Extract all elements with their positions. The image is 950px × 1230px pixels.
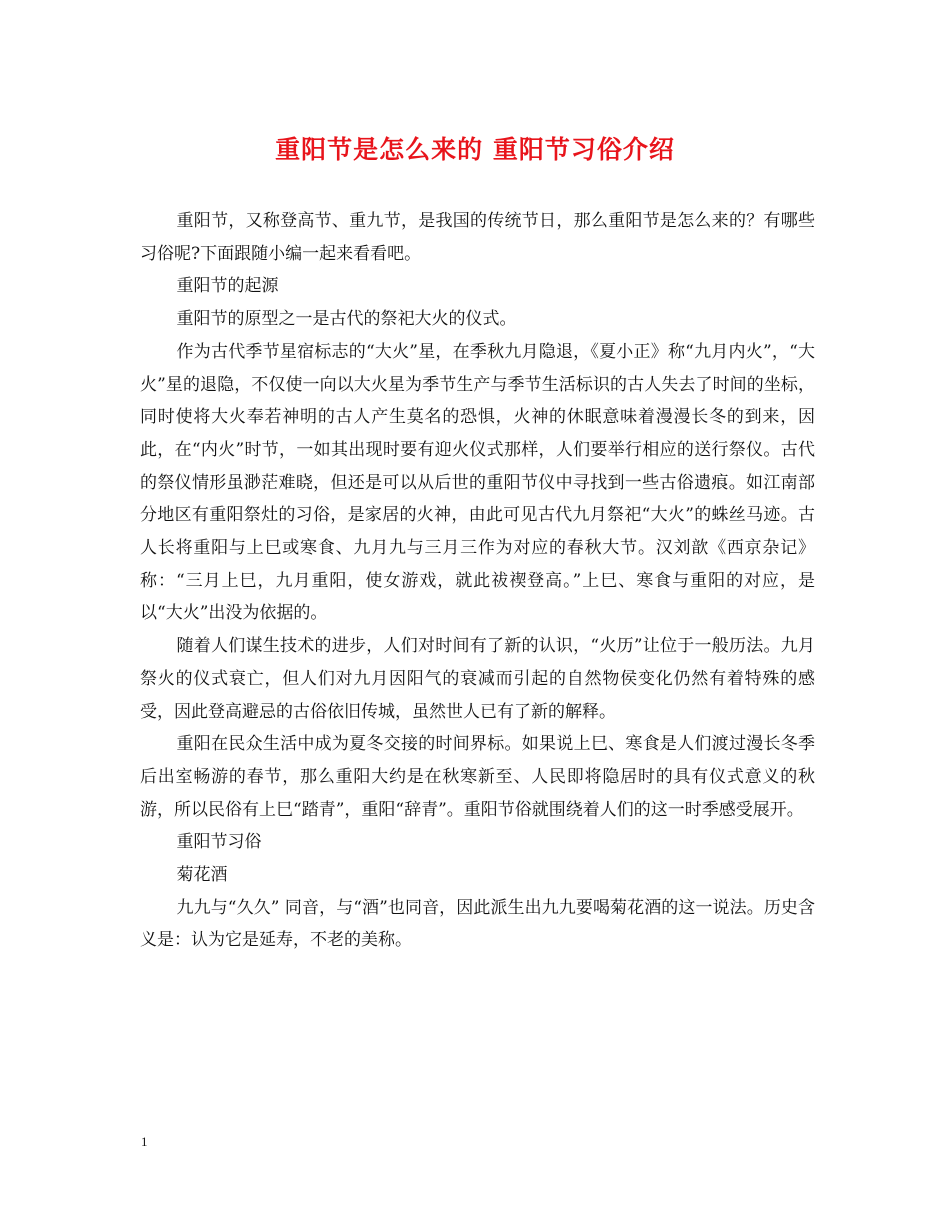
subheading-chrysanthemum-wine: 菊花酒 (176, 865, 228, 886)
paragraph: 九九与“久久” 同音，与“酒”也同音，因此派生出九九要喝菊花酒的这一说法。历史含义是：认为它是延寿，不老的美称。 (140, 897, 815, 951)
document-body (140, 205, 815, 957)
document-title: 重阳节是怎么来的 重阳节习俗介绍 (275, 135, 675, 164)
paragraph: 随着人们谋生技术的进步，人们对时间有了新的认识，“火历”让位于一般历法。九月祭火的仪式衰亡，但人们对九月因阳气的衰减而引起的自然物侯变化仍然有着特殊的感受，因此登高避忌的古俗依旧传城，虽然世人已有了新的解释。 (140, 636, 815, 722)
page-number: 1 (141, 1134, 148, 1149)
intro-paragraph: 重阳节，又称登高节、重九节，是我国的传统节日，那么重阳节是怎么来的？有哪些习俗呢?下面跟随小编一起来看看吧。 (140, 211, 815, 264)
paragraph: 重阳在民众生活中成为夏冬交接的时间界标。如果说上巳、寒食是人们渡过漫长冬季后出室畅游的春节，那么重阳大约是在秋寒新至、人民即将隐居时的具有仪式意义的秋游，所以民俗有上巳“踏青”，重阳“辞青”。重阳节俗就围绕着人们的这一时季感受展开。 (140, 734, 815, 820)
paragraph: 重阳节的原型之一是古代的祭祀大火的仪式。 (176, 309, 517, 330)
paragraph: 作为古代季节星宿标志的“大火”星，在季秋九月隐退，《夏小正》称“九月内火”，“大火”星的退隐，不仅使一向以大火星为季节生产与季节生活标识的古人失去了时间的坐标，同时使将大火奉若神明的古人产生莫名的恐惧，火神的休眠意味着漫漫长冬的到来，因此，在“内火”时节，一如其出现时要有迎火仪式那样，人们要举行相应的送行祭仪。古代的祭仪情形虽渺茫难晓，但还是可以从后世的重阳节仪中寻找到一些古俗遗痕。如江南部分地区有重阳祭灶的习俗，是家居的火神，由此可见古代九月祭祀“大火”的蛛丝马迹。古人长将重阳与上巳或寒食、九月九与三月三作为对应的春秋大节。汉刘歆《西京杂记》称：“三月上巳，九月重阳，使女游戏，就此祓禊登高。”上巳、寒食与重阳的对应，是以“大火”出没为依据的。 (140, 341, 815, 624)
section-heading-customs: 重阳节习俗 (176, 832, 262, 853)
section-heading-origin: 重阳节的起源 (176, 276, 279, 297)
